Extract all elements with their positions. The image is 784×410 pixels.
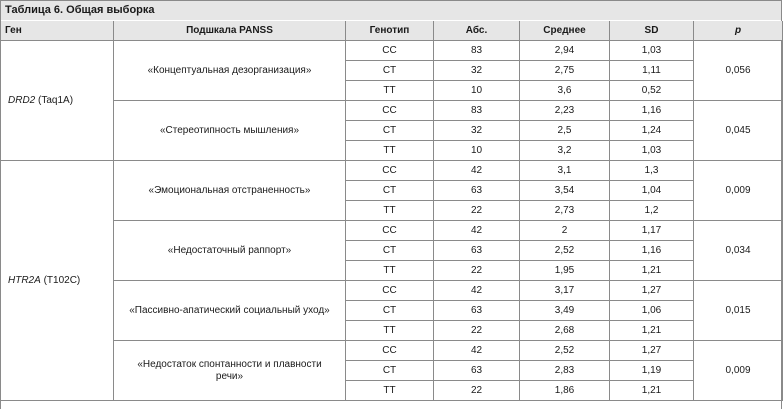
mean-cell: 3,1	[520, 161, 610, 181]
mean-cell: 2,83	[520, 361, 610, 381]
subscale-cell: «Недостаточный раппорт»	[114, 221, 346, 281]
header-genotype: Генотип	[346, 21, 434, 41]
p-value-cell: 0,034	[694, 221, 783, 281]
genotype-cell: TT	[346, 81, 434, 101]
abs-cell: 63	[434, 241, 520, 261]
header-subscale: Подшкала PANSS	[114, 21, 346, 41]
sd-cell: 1,16	[610, 241, 694, 261]
genotype-cell: CT	[346, 361, 434, 381]
mean-cell: 2,73	[520, 201, 610, 221]
genotype-cell: CC	[346, 341, 434, 361]
mean-cell: 2	[520, 221, 610, 241]
mean-cell: 3,6	[520, 81, 610, 101]
genotype-cell: CT	[346, 61, 434, 81]
mean-cell: 3,54	[520, 181, 610, 201]
sd-cell: 1,24	[610, 121, 694, 141]
abs-cell: 22	[434, 321, 520, 341]
mean-cell: 2,75	[520, 61, 610, 81]
table-row	[1, 161, 783, 181]
mean-cell: 2,52	[520, 241, 610, 261]
sd-cell: 1,21	[610, 381, 694, 401]
sd-cell: 0,52	[610, 81, 694, 101]
sd-cell: 1,03	[610, 141, 694, 161]
genotype-cell: CC	[346, 161, 434, 181]
gene-variant: (T102C)	[40, 274, 81, 286]
mean-cell: 3,17	[520, 281, 610, 301]
mean-cell: 2,68	[520, 321, 610, 341]
subscale-cell: «Концептуальная дезорганизация»	[114, 41, 346, 101]
genotype-cell: CT	[346, 241, 434, 261]
abs-cell: 10	[434, 81, 520, 101]
sd-cell: 1,21	[610, 261, 694, 281]
header-p: p	[694, 21, 783, 41]
mean-cell: 1,95	[520, 261, 610, 281]
genotype-cell: CT	[346, 121, 434, 141]
mean-cell: 1,86	[520, 381, 610, 401]
abs-cell: 63	[434, 361, 520, 381]
p-value-cell: 0,009	[694, 161, 783, 221]
genotype-cell: TT	[346, 201, 434, 221]
abs-cell: 42	[434, 341, 520, 361]
abs-cell: 63	[434, 301, 520, 321]
abs-cell: 42	[434, 221, 520, 241]
mean-cell: 3,2	[520, 141, 610, 161]
sd-cell: 1,16	[610, 101, 694, 121]
genotype-cell: CC	[346, 41, 434, 61]
gene-variant: (Taq1A)	[35, 94, 74, 106]
p-value-cell: 0,009	[694, 341, 783, 401]
abs-cell: 42	[434, 281, 520, 301]
mean-cell: 2,5	[520, 121, 610, 141]
subscale-cell: «Стереотипность мышления»	[114, 101, 346, 161]
p-value-cell: 0,015	[694, 281, 783, 341]
sd-cell: 1,17	[610, 221, 694, 241]
sd-cell: 1,19	[610, 361, 694, 381]
subscale-cell: «Пассивно-апатический социальный уход»	[114, 281, 346, 341]
abs-cell: 83	[434, 41, 520, 61]
header-mean: Среднее	[520, 21, 610, 41]
results-table	[0, 21, 783, 401]
abs-cell: 22	[434, 261, 520, 281]
table-row	[1, 341, 783, 361]
table-row	[1, 101, 783, 121]
table-caption: Таблица 6. Общая выборка	[1, 1, 781, 21]
mean-cell: 2,23	[520, 101, 610, 121]
abs-cell: 63	[434, 181, 520, 201]
gene-cell	[1, 161, 114, 401]
gene-name: DRD2	[8, 94, 36, 106]
abs-cell: 83	[434, 101, 520, 121]
genotype-cell: CT	[346, 181, 434, 201]
header-abs: Абс.	[434, 21, 520, 41]
p-value-cell: 0,056	[694, 41, 783, 101]
sd-cell: 1,03	[610, 41, 694, 61]
genotype-cell: CC	[346, 221, 434, 241]
mean-cell: 2,52	[520, 341, 610, 361]
genotype-cell: CC	[346, 101, 434, 121]
header-sd: SD	[610, 21, 694, 41]
header-row	[1, 21, 783, 41]
abs-cell: 32	[434, 121, 520, 141]
abs-cell: 10	[434, 141, 520, 161]
mean-cell: 3,49	[520, 301, 610, 321]
genotype-cell: CT	[346, 301, 434, 321]
table-body	[1, 41, 783, 401]
genotype-cell: CC	[346, 281, 434, 301]
sd-cell: 1,04	[610, 181, 694, 201]
sd-cell: 1,11	[610, 61, 694, 81]
abs-cell: 32	[434, 61, 520, 81]
genotype-cell: TT	[346, 381, 434, 401]
genotype-cell: TT	[346, 321, 434, 341]
subscale-cell: «Недостаток спонтанности и плавности речи»	[114, 341, 346, 401]
genotype-cell: TT	[346, 261, 434, 281]
abs-cell: 42	[434, 161, 520, 181]
sd-cell: 1,27	[610, 341, 694, 361]
abs-cell: 22	[434, 201, 520, 221]
subscale-cell: «Эмоциональная отстраненность»	[114, 161, 346, 221]
gene-name: HTR2A	[8, 274, 41, 286]
p-value-cell: 0,045	[694, 101, 783, 161]
table-row	[1, 281, 783, 301]
header-gene: Ген	[1, 21, 114, 41]
mean-cell: 2,94	[520, 41, 610, 61]
table-row	[1, 41, 783, 61]
sd-cell: 1,06	[610, 301, 694, 321]
sd-cell: 1,2	[610, 201, 694, 221]
sd-cell: 1,27	[610, 281, 694, 301]
abs-cell: 22	[434, 381, 520, 401]
sd-cell: 1,3	[610, 161, 694, 181]
genotype-cell: TT	[346, 141, 434, 161]
sd-cell: 1,21	[610, 321, 694, 341]
gene-cell	[1, 41, 114, 161]
table-row	[1, 221, 783, 241]
